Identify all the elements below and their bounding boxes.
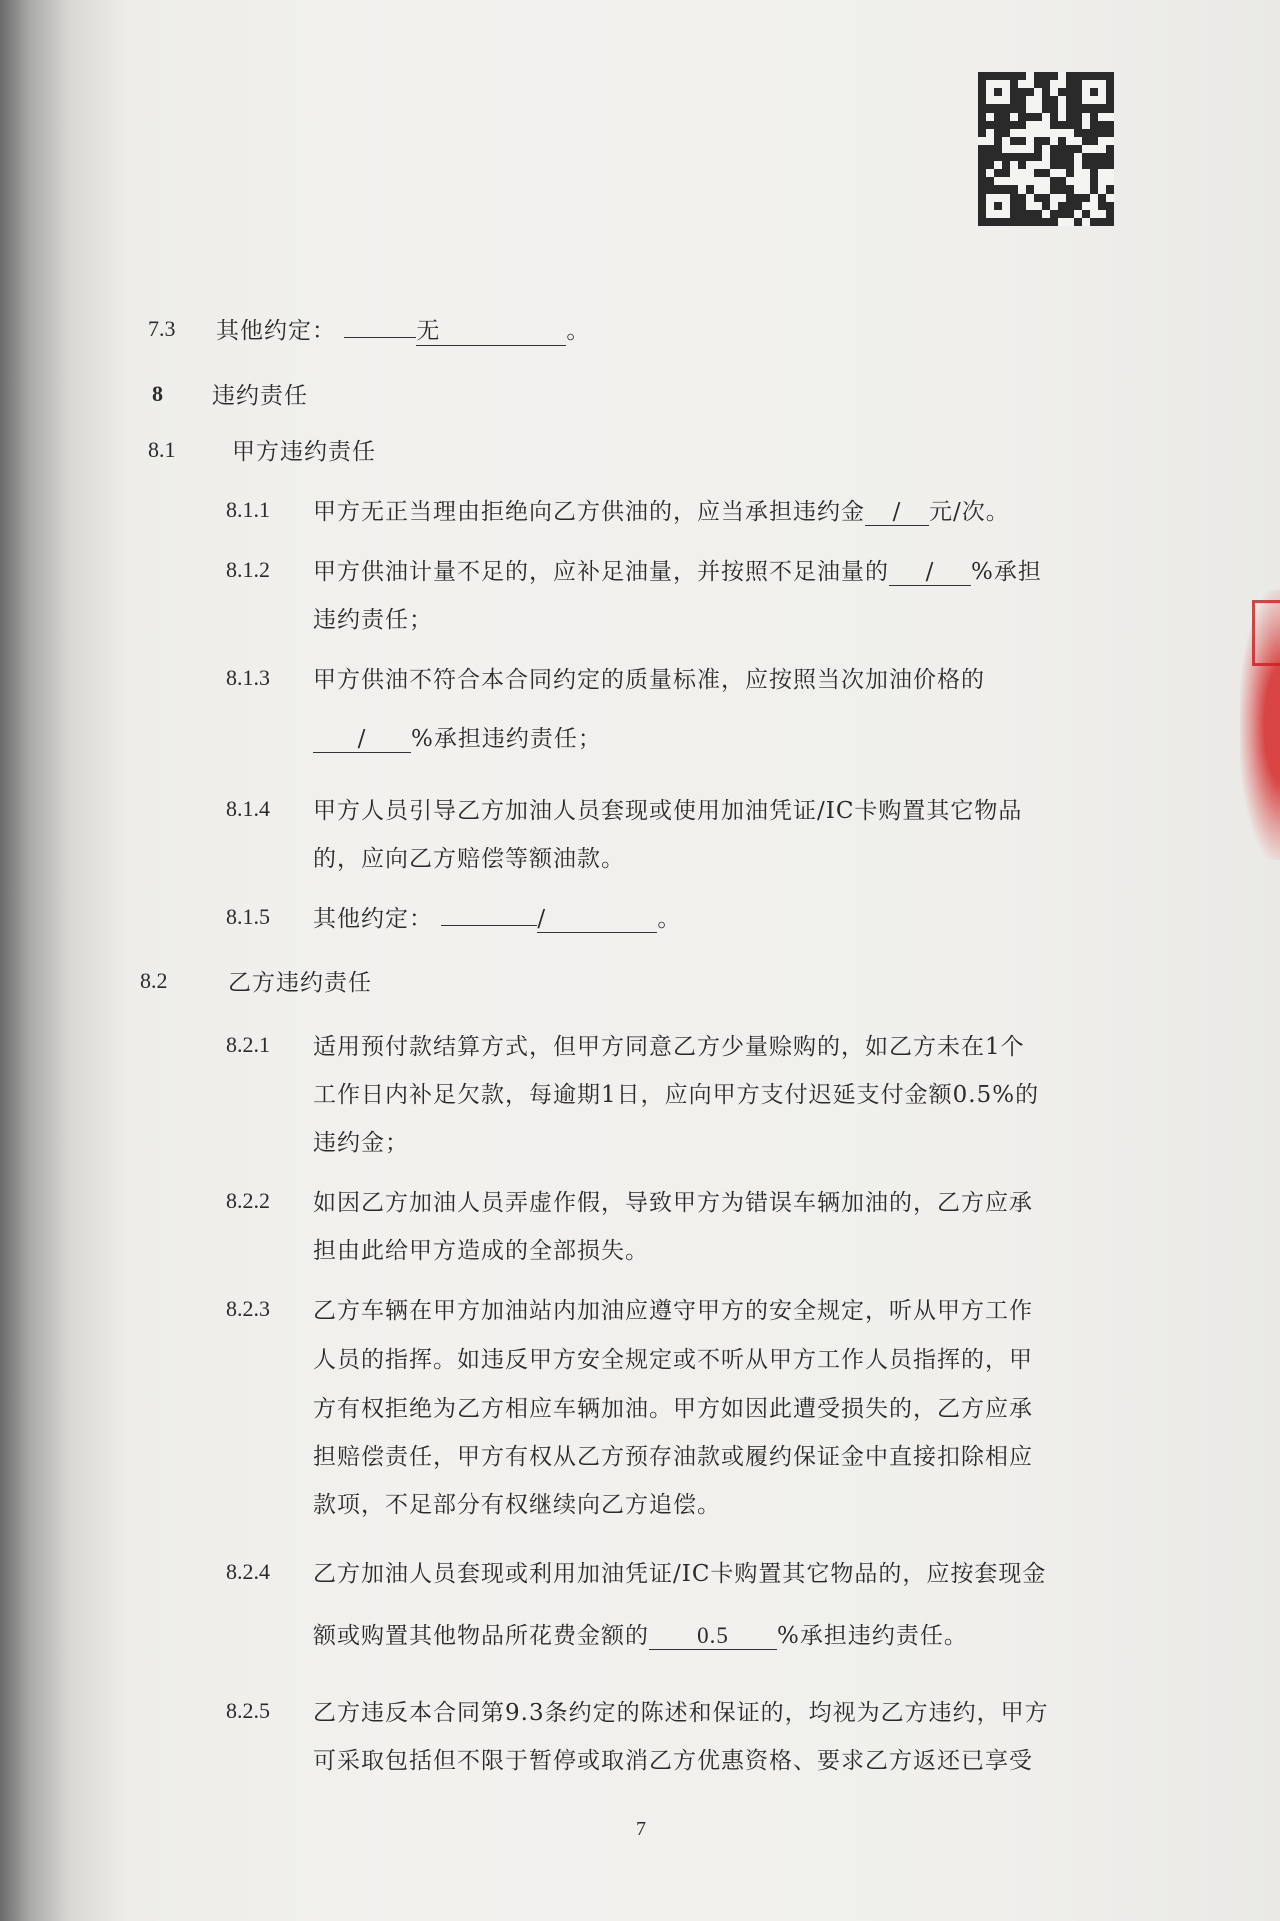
clause-number: 8.1.4 <box>226 796 270 821</box>
clause-number: 8.1.3 <box>226 665 270 690</box>
clause-8-2-2-cont: 担由此给甲方造成的全部损失。 <box>313 1238 649 1264</box>
clause-8-2-5: 乙方违反本合同第9.3条约定的陈述和保证的，均视为乙方违约，甲方 <box>313 1700 1049 1726</box>
blank-value: / <box>537 906 657 933</box>
blank-value: / <box>313 726 411 753</box>
clause-8-1-3-cont: / %承担违约责任； <box>313 720 602 753</box>
section-number: 8.2 <box>140 968 168 993</box>
clause-number: 8.1.1 <box>226 497 270 522</box>
red-seal-stamp-edge <box>1252 600 1280 666</box>
clause-8-1-4-cont: 的，应向乙方赔偿等额油款。 <box>313 846 625 872</box>
section-title: 甲方违约责任 <box>232 439 376 465</box>
clause-8-2-1-cont: 工作日内补足欠款，每逾期1日，应向甲方支付迟延支付金额0.5%的 <box>313 1082 1040 1108</box>
clause-8-2-3-cont: 方有权拒绝为乙方相应车辆加油。甲方如因此遭受损失的，乙方应承 <box>313 1396 1033 1422</box>
clause-8-2-4: 乙方加油人员套现或利用加油凭证/IC卡购置其它物品的，应按套现金 <box>313 1561 1047 1587</box>
section-title: 乙方违约责任 <box>228 970 372 996</box>
blank-value: 无 <box>416 312 566 346</box>
clause-8-1-2: 甲方供油计量不足的，应补足油量，并按照不足油量的 / %承担 <box>313 559 1042 585</box>
clause-number: 7.3 <box>148 316 176 341</box>
clause-7-3: 其他约定： 无 。 <box>216 312 590 346</box>
clause-8-2-5-cont: 可采取包括但不限于暂停或取消乙方优惠资格、要求乙方返还已享受 <box>313 1748 1033 1774</box>
clause-number: 8.2.2 <box>226 1188 270 1213</box>
clause-number: 8.2.1 <box>226 1032 270 1057</box>
clause-8-2-3-cont: 款项，不足部分有权继续向乙方追偿。 <box>313 1492 721 1518</box>
blank-value: / <box>889 559 971 586</box>
clause-number: 8.1.2 <box>226 557 270 582</box>
clause-8-1-2-cont: 违约责任； <box>313 607 433 633</box>
clause-8-1-1: 甲方无正当理由拒绝向乙方供油的，应当承担违约金 / 元/次。 <box>313 499 1010 525</box>
clause-8-2-2: 如因乙方加油人员弄虚作假，导致甲方为错误车辆加油的，乙方应承 <box>313 1190 1033 1216</box>
section-title: 违约责任 <box>212 383 308 409</box>
clause-number: 8.2.4 <box>226 1559 270 1584</box>
clause-8-2-3-cont: 人员的指挥。如违反甲方安全规定或不听从甲方工作人员指挥的，甲 <box>313 1347 1033 1373</box>
clause-number: 8.2.3 <box>226 1296 270 1321</box>
clause-8-2-4-cont: 额或购置其他物品所花费金额的 0.5 %承担违约责任。 <box>313 1623 968 1649</box>
section-number: 8.1 <box>148 437 176 462</box>
clause-number: 8.2.5 <box>226 1698 270 1723</box>
clause-8-1-5: 其他约定： / 。 <box>313 906 682 932</box>
clause-8-2-3-cont: 担赔偿责任，甲方有权从乙方预存油款或履约保证金中直接扣除相应 <box>313 1444 1033 1470</box>
clause-8-2-1: 适用预付款结算方式，但甲方同意乙方少量赊购的，如乙方未在1个 <box>313 1034 1025 1060</box>
blank-value: / <box>865 499 929 526</box>
qr-code-icon <box>978 72 1114 226</box>
clause-8-2-3: 乙方车辆在甲方加油站内加油应遵守甲方的安全规定，听从甲方工作 <box>313 1298 1033 1324</box>
clause-8-1-4: 甲方人员引导乙方加油人员套现或使用加油凭证/IC卡购置其它物品 <box>313 798 1023 824</box>
clause-8-2-1-cont: 违约金； <box>313 1130 409 1156</box>
section-number: 8 <box>152 381 163 406</box>
clause-number: 8.1.5 <box>226 904 270 929</box>
page-number: 7 <box>636 1818 646 1840</box>
clause-label: 其他约定： <box>216 318 336 344</box>
clause-8-1-3: 甲方供油不符合本合同约定的质量标准，应按照当次加油价格的 <box>313 667 985 693</box>
blank-value: 0.5 <box>649 1623 777 1650</box>
